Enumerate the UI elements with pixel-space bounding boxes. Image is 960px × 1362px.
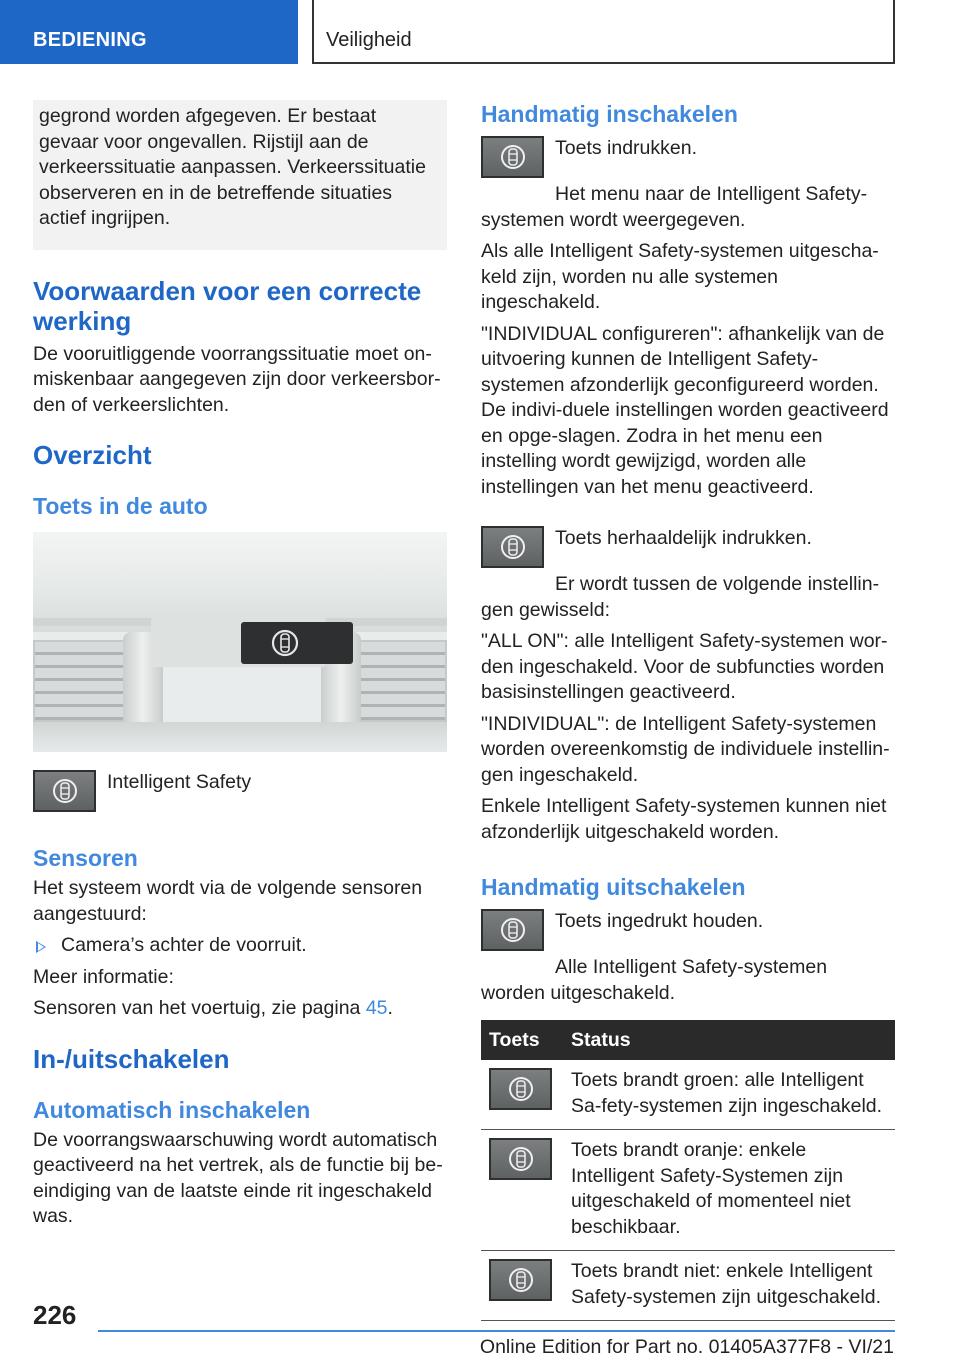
intelligent-safety-icon <box>481 909 544 951</box>
text-toets-indrukken: Toets indrukken. <box>555 137 697 159</box>
edition-footer: Online Edition for Part no. 01405A377F8 - VI/21 <box>479 1336 894 1358</box>
table-row <box>481 1251 895 1321</box>
text-instellingen-gewisseld: Er wordt tussen de volgende instellin-gen gewisseld: <box>481 573 880 621</box>
heading-overzicht: Overzicht <box>33 440 152 470</box>
heading-in-uitschakelen: In-/uitschakelen <box>33 1043 230 1074</box>
text-all-on: "ALL ON": alle Intelligent Safety-systemen wor-den ingeschakeld. Voor de subfuncties worden basisinstellingen geactiveerd. <box>481 630 888 703</box>
text-individual-configureren: "INDIVIDUAL configureren": afhankelijk van de uitvoering kunnen de Intelligent Safety-systemen afzonderlijk geconfigureerd worden. De indivi-duele instellingen worden geactiveerd en opge-slagen. Zodra in het menu een instelling wordt gewijzigd, worden alle instellingen van het menu geactiveerd. <box>481 322 889 498</box>
text-meer-informatie: Meer informatie: <box>33 965 174 988</box>
heading-toets-in-de-auto: Toets in de auto <box>33 493 208 519</box>
key-row-inschakelen <box>481 136 895 182</box>
text-sensoren: Het systeem wordt via de volgende sensoren aangestuurd: <box>33 877 423 925</box>
text-automatisch-inschakelen: De voorrangswaarschuwing wordt automatisch geactiveerd na het vertrek, als de functie bij be-eindiging van de laatste einde rit ingeschakeld was. <box>33 1128 443 1227</box>
key-label: Intelligent Safety <box>107 771 252 793</box>
text-all-off: Als alle Intelligent Safety-systemen uitgescha-keld zijn, worden nu alle systemen ingeschakeld. <box>481 240 879 313</box>
column-header-toets: Toets <box>481 1020 563 1060</box>
column-header-status: Status <box>563 1020 895 1060</box>
bullet-camera: Camera’s achter de voorruit. <box>33 933 447 959</box>
footer-divider <box>98 1330 895 1332</box>
page-number: 226 <box>33 1300 77 1330</box>
text-individual: "INDIVIDUAL": de Intelligent Safety-systemen worden overeenkomstig de individuele instellin-gen ingeschakeld. <box>481 712 890 786</box>
heading-voorwaarden: Voorwaarden voor een correcte werking <box>33 275 422 336</box>
intelligent-safety-icon <box>489 1259 552 1301</box>
text-ingedrukt-houden: Toets ingedrukt houden. <box>555 910 764 932</box>
status-text: Toets brandt groen: alle Intelligent Sa-fety-systemen zijn ingeschakeld. <box>563 1060 895 1130</box>
heading-automatisch-inschakelen: Automatisch inschakelen <box>33 1096 311 1123</box>
key-legend <box>33 770 447 816</box>
table-row <box>481 1130 895 1251</box>
intelligent-safety-icon <box>33 770 96 812</box>
intelligent-safety-icon <box>489 1138 552 1180</box>
table-row <box>481 1060 895 1130</box>
text-systemen-uitgeschakeld: Alle Intelligent Safety-systemen worden uitgeschakeld. <box>481 956 828 1004</box>
chapter-tab <box>312 0 895 64</box>
text-voorwaarden: De vooruitliggende voorrangssituatie moet on-miskenbaar aangegeven zijn door verkeersbor-den of verkeerslichten. <box>33 342 441 416</box>
intelligent-safety-icon <box>481 526 544 568</box>
intelligent-safety-icon <box>489 1068 552 1110</box>
section-title: BEDIENING <box>33 29 147 51</box>
left-column <box>33 100 447 1236</box>
heading-handmatig-uitschakelen: Handmatig uitschakelen <box>481 874 746 900</box>
chapter-title: Veiligheid <box>326 29 412 51</box>
text-enkele-systemen: Enkele Intelligent Safety-systemen kunnen niet afzonderlijk uitgeschakeld worden. <box>481 795 887 843</box>
dashboard-button-photo <box>33 532 447 752</box>
text-sensoren-ref: Sensoren van het voertuig, zie pagina 45. <box>33 997 393 1019</box>
right-column <box>481 100 895 1321</box>
status-text: Toets brandt oranje: enkele Intelligent Safety-Systemen zijn uitgeschakeld of momenteel niet beschikbaar. <box>563 1130 895 1251</box>
text-menu-weergegeven: Het menu naar de Intelligent Safety-systemen wordt weergegeven. <box>481 183 868 231</box>
warning-box <box>33 100 447 250</box>
heading-handmatig-inschakelen: Handmatig inschakelen <box>481 101 738 127</box>
key-row-uitschakelen <box>481 909 895 955</box>
status-text: Toets brandt niet: enkele Intelligent Safety-systemen zijn uitgeschakeld. <box>563 1251 895 1321</box>
status-table <box>481 1020 895 1321</box>
page-link-45[interactable]: 45 <box>365 997 388 1019</box>
warning-text: gegrond worden afgegeven. Er bestaat gevaar voor ongevallen. Rijstijl aan de verkeerssituatie aanpassen. Verkeerssituatie observeren en in de betreffende situaties actief ingrijpen. <box>39 105 426 229</box>
intelligent-safety-icon <box>481 136 544 178</box>
heading-sensoren: Sensoren <box>33 845 138 871</box>
section-tab <box>0 0 298 64</box>
intelligent-safety-button-photo <box>241 622 353 664</box>
key-row-herhaaldelijk <box>481 526 895 572</box>
text-herhaaldelijk-indrukken: Toets herhaaldelijk indrukken. <box>555 527 812 549</box>
table-header-row <box>481 1020 895 1060</box>
